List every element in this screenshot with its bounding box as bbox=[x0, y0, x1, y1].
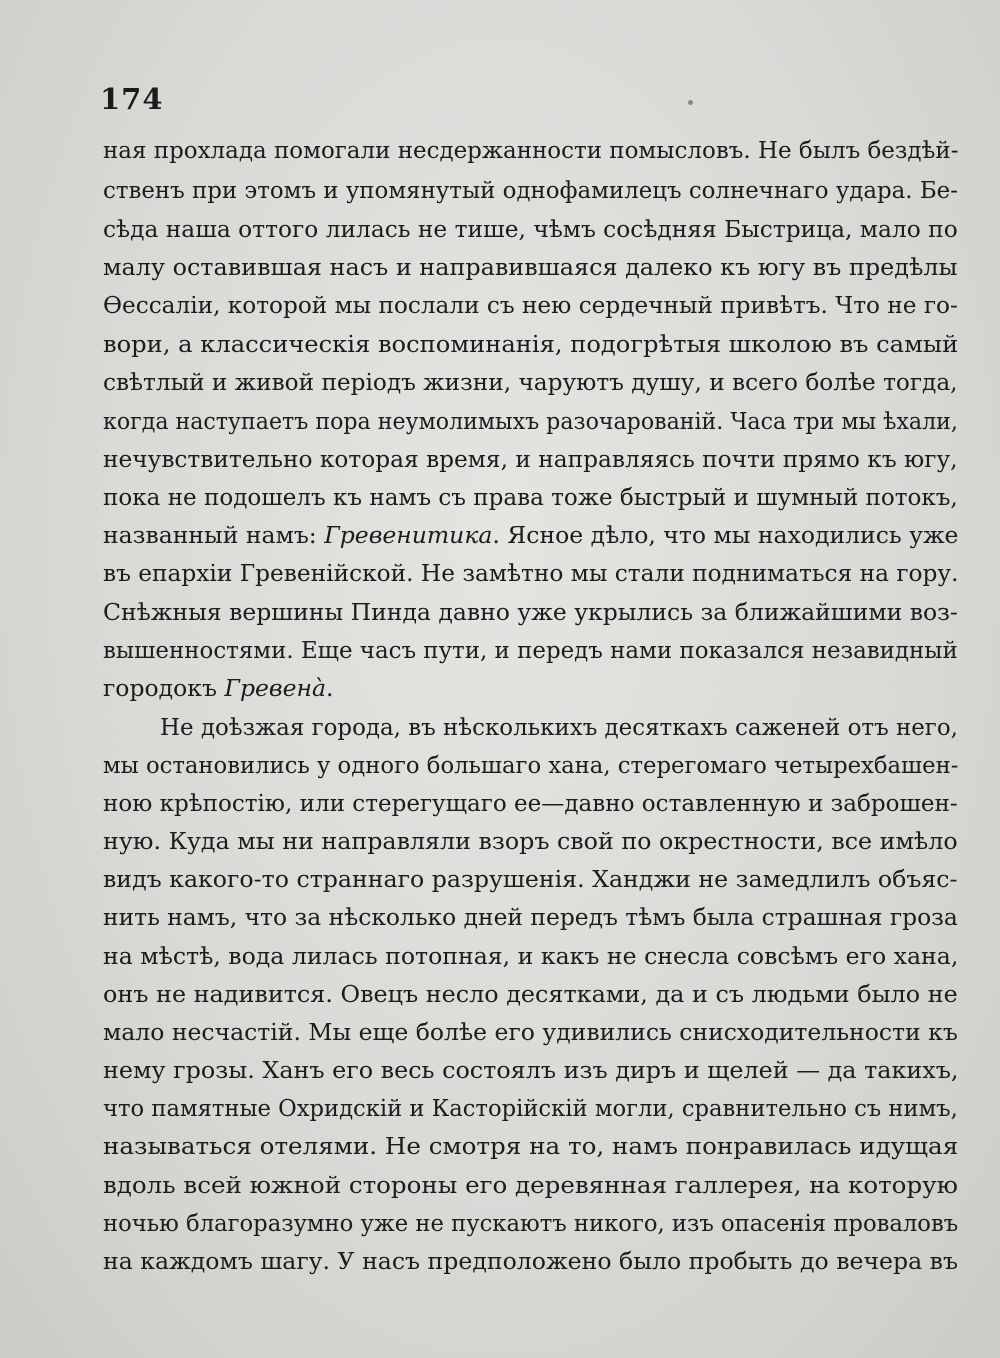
text-line: нечувствительно которая время, и направляясь почти прямо къ югу, bbox=[103, 445, 958, 473]
text-line: нить намъ, что за нѣсколько дней передъ тѣмъ была страшная гроза bbox=[103, 903, 958, 931]
text-line: Не доѣзжая города, въ нѣсколькихъ десяткахъ саженей отъ него, bbox=[160, 713, 958, 741]
text-line: называться отелями. Не смотря на то, намъ понравилась идущая bbox=[103, 1132, 959, 1160]
text-line: видъ какого-то страннаго разрушенія. Ханджи не замедлилъ объяс- bbox=[103, 865, 958, 893]
text-line: когда наступаетъ пора неумолимыхъ разочарованій. Часа три мы ѣхали, bbox=[103, 407, 958, 435]
paper-speck bbox=[688, 100, 693, 105]
italic-place-name: Гревенитика bbox=[324, 521, 493, 549]
text-line: ственъ при этомъ и упомянутый однофамилецъ солнечнаго удара. Бе- bbox=[103, 176, 958, 204]
text-line bbox=[103, 673, 333, 703]
text-run: названный намъ: bbox=[103, 521, 325, 549]
text-line: Снѣжныя вершины Пинда давно уже укрылись за ближайшими воз- bbox=[103, 598, 958, 626]
text-run: городокъ bbox=[103, 674, 225, 702]
text-line: мы остановились у одного большаго хана, стерегомаго четырехбашен- bbox=[103, 751, 959, 779]
italic-place-name: Гревенà bbox=[224, 674, 326, 702]
text-line: въ епархіи Гревенійской. Не замѣтно мы стали подниматься на гору. bbox=[103, 559, 959, 587]
text-line: пока не подошелъ къ намъ съ права тоже быстрый и шумный потокъ, bbox=[103, 483, 958, 511]
text-line: Ѳессаліи, которой мы послали съ нею сердечный привѣтъ. Что не го- bbox=[103, 291, 958, 319]
text-line: малу оставившая насъ и направившаяся далеко къ югу въ предѣлы bbox=[103, 253, 958, 281]
text-line: на каждомъ шагу. У насъ предположено было пробыть до вечера въ bbox=[103, 1247, 958, 1275]
text-line: ночью благоразумно уже не пускаютъ никого, изъ опасенія проваловъ bbox=[103, 1209, 959, 1237]
text-run: . bbox=[325, 674, 334, 702]
text-line: на мѣстѣ, вода лилась потопная, и какъ не снесла совсѣмъ его хана, bbox=[103, 942, 959, 970]
text-line: вдоль всей южной стороны его деревянная галлерея, на которую bbox=[103, 1171, 958, 1199]
page-number: 174 bbox=[100, 82, 164, 116]
text-line: свѣтлый и живой періодъ жизни, чаруютъ душу, и всего болѣе тогда, bbox=[103, 368, 958, 396]
text-run: . Ясное дѣло, что мы находились уже bbox=[492, 521, 959, 549]
text-line: онъ не надивится. Овецъ несло десятками, да и съ людьми было не bbox=[103, 980, 958, 1008]
text-line: сѣда наша оттого лилась не тише, чѣмъ сосѣдняя Быстрица, мало по bbox=[103, 215, 958, 243]
text-line: нему грозы. Ханъ его весь состоялъ изъ диръ и щелей — да такихъ, bbox=[103, 1056, 959, 1084]
text-line: что памятные Охридскій и Касторійскій могли, сравнительно съ нимъ, bbox=[103, 1094, 958, 1122]
text-line: вышенностями. Еще часъ пути, и передъ нами показался незавидный bbox=[103, 636, 958, 664]
text-line: мало несчастій. Мы еще болѣе его удивились снисходительности къ bbox=[103, 1018, 958, 1046]
text-line: вори, а классическія воспоминанія, подогрѣтыя школою въ самый bbox=[103, 330, 959, 358]
text-line bbox=[103, 520, 958, 550]
text-line: ною крѣпостію, или стерегущаго ее—давно оставленную и заброшен- bbox=[103, 789, 958, 817]
text-line: ную. Куда мы ни направляли взоръ свой по окрестности, все имѣло bbox=[103, 827, 958, 855]
text-line: ная прохлада помогали несдержанности помысловъ. Не былъ бездѣй- bbox=[103, 136, 959, 164]
